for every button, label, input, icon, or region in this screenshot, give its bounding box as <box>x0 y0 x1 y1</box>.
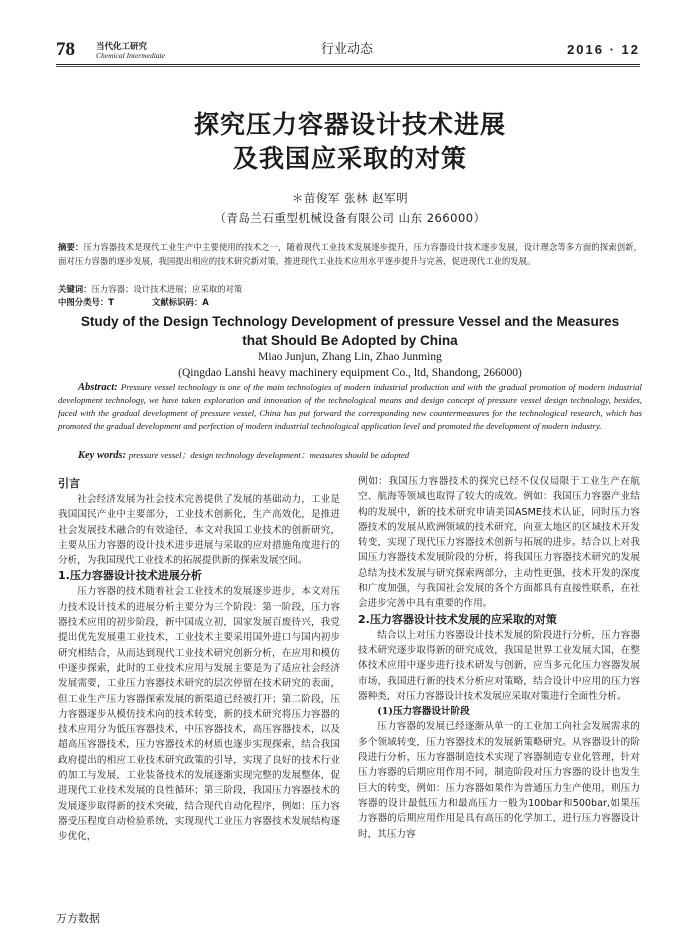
doc-code-value: A <box>202 297 209 307</box>
abstract-en-label: Abstract <box>78 382 115 393</box>
doc-code-label: 文献标识码： <box>151 297 203 307</box>
abstract-cn <box>58 241 642 268</box>
affiliation-cn: （青岛兰石重型机械设备有限公司 山东 266000） <box>214 211 486 225</box>
abstract-cn-label: 摘要： <box>58 242 84 252</box>
header-rule-thin <box>56 66 640 67</box>
subsection-2-1-heading: (1)压力容器设计阶段 <box>377 706 470 718</box>
title-en-line2: that Should Be Adopted by China <box>242 333 458 348</box>
abstract-cn-text: 压力容器技术是现代工业生产中主要使用的技术之一，随着现代工业技术发展逐步提升，压力容器设计技术逐步发展，设计理念等多方面的探索创新，面对压力容器的逐步发展，我国提出相应的技术研究新对策，推进现代工业技术应用水平逐步提升与完善，促进现代工业的发展。 <box>58 242 643 266</box>
title-en <box>56 312 644 350</box>
clc-value: T <box>108 297 114 307</box>
keywords-cn <box>58 283 642 296</box>
body-column-right <box>358 474 640 842</box>
section-name: 行业动态 <box>321 42 374 57</box>
section-1-paragraph: 压力容器的技术随着社会工业技术的发展逐步进步，本文对压力技术设计技术的进展分析主要分为三个阶段：第一阶段，压力容器技术应用的初步阶段，新中国成立初，国家发展百废待兴，我党提出优先发展重工业技术，工业技术主要采用国外进口与国内初步研究相结合，从而达到现代工业技术研究创新分析，在应用和模仿中逐步探索，此时的工业技术应用与发展主要是为了适应社会经济发展需要，工业压力容器技术研究的层次停留在技术研究的表面，但工业生产压力容器探索发展的新渠道已经被打开；第二阶段，压力容器逐步从模仿技术向的技术转变，新的技术研究将压力容器的技术应用分为低压容器技术，中压容器技术，高压容器技术，以及超高压容器技术，压力容器技术的材质也逐步实现探索，结合我国政府提出的相应工业技术研究政策的引导，实现了良好的技术行业的加工与发展，工业装备技术的发展逐渐实现完整的发展整体，促进现代工业技术发展的良性循环；第三阶段，我国压力容器技术的发展逐步取得新的技术突破，结合现代自动化程序，例如：压力容器受压程度自动检验系统，实现现代工业压力容器技术发展结构逐步优化， <box>58 586 340 843</box>
classification-cn <box>58 296 642 309</box>
journal-name-en: Chemical Intermediate <box>96 51 165 60</box>
affiliation-en: (Qingdao Lanshi heavy machinery equipment Co., ltd, Shandong, 266000) <box>178 367 522 379</box>
keywords-en-text: pressure vessel；design technology development；measures should be adopted <box>128 450 410 460</box>
authors-cn: ＊苗俊军 张林 赵军明 <box>291 191 409 205</box>
title-en-line1: Study of the Design Technology Development of pressure Vessel and the Measures <box>80 314 620 329</box>
issue-label: 2016 · 12 <box>567 42 640 57</box>
clc-label: 中图分类号： <box>58 297 109 307</box>
journal-name-cn: 当代化工研究 <box>96 42 148 52</box>
section-1-heading: 1.压力容器设计技术进展分析 <box>58 569 202 583</box>
section-2-paragraph: 结合以上对压力容器设计技术发展的阶段进行分析，压力容器技术研究逐步取得新的研究成效，我国是世界工业发展大国，在整体技术应用中逐步进行技术研发与创新，应当多元化压力容器发展市场，我国进行新的技术分析应对策略，结合设计中应用的压力容器种类，对压力容器设计技术发展应采取对策进行全面性分析。 <box>358 629 640 702</box>
title-cn <box>56 108 644 176</box>
header-rule <box>56 64 640 65</box>
keywords-cn-text: 压力容器；设计技术进展；应采取的对策 <box>91 284 243 294</box>
keywords-cn-label: 关键词： <box>58 284 92 294</box>
body-column-left <box>58 476 340 845</box>
continued-paragraph: 例如：我国压力容器技术的探究已经不仅仅局限于工业生产在航空、航海等领域也取得了较大的成效。例如：我国压力容器产业结构的发展中，新的技术研究申请美国ASME技术认证，同时压力容器技术的发展从欧洲领域的技术研究，向亚太地区的区域技术开发转变，实现了现代压力容器技术创新与拓展的进步。结合以上对我国压力容器技术发展阶段的分析，将我国压力容器技术研究的发展总结为技术发展与研究探索两部分，主动性更强，技术开发的深度和广度加强，与我国社会发展的各个方面都具有直接性联系，在社会进步完善中具有重要的作用。 <box>358 476 640 610</box>
authors-en: Miao Junjun, Zhang Lin, Zhao Junming <box>258 351 442 363</box>
keywords-en: Key words: pressure vessel；design technology development；measures should be adopted <box>78 450 410 461</box>
intro-paragraph: 社会经济发展为社会技术完善提供了发展的基础动力，工业是我国国民产业中主要部分，工业技术创新化，生产高效化，是推进社会发展技术融合的有效途径，本文对我国工业技术的创新研究，主要从压力容器的设计技术进步进展与采取的应对措施角度进行的分析，为我国现代工业技术的拓展提供新的探索发展空间。 <box>58 494 340 567</box>
subsection-2-1-paragraph: 压力容器的发展已经逐渐从单一的工业加工向社会发展需求的多个领域转变，压力容器技术的发展新策略研究。从容器设计的阶段进行分析，压力容器制造技术实现了容器制造专业化管理，针对压力容器的后期应用作用不同，制造阶段对压力容器的设计也发生巨大的转变，例如：压力容器如果作为普通压力生产使用，则压力容器的设计最低压力和最高压力一般为100bar和500bar,如果压力容器的后期应用作用是具有高压的化学加工，进行压力容器设计时，其压力容 <box>358 721 640 840</box>
running-header <box>56 40 640 62</box>
footer-watermark: 万方数据 <box>56 912 100 925</box>
intro-heading: 引言 <box>58 477 80 490</box>
abstract-en-text: Pressure vessel technology is one of the main technologies of modern industrial production and with the gradual promotion of modern industrial development technology, we have taken exploration and innovation of the technological means and design concept of pressure vessel design technology, besides, faced with the gradual development of pressure vessel, China has put forward the corresponding new countermeasures for the technological research, which has promoted the gradual development and perfection of modern industrial technological application level and promoted the development of modern industry. <box>58 382 642 431</box>
page-number: 78 <box>56 39 75 60</box>
title-cn-line1: 探究压力容器设计技术进展 <box>193 110 506 139</box>
title-cn-line2: 及我国应采取的对策 <box>232 144 467 173</box>
abstract-en: Abstract: Pressure vessel technology is one of the main technologies of modern industrial production and with the gradual promotion of modern industrial development technology, we have taken exploration and innovation of the technological means and design concept of pressure vessel design technology, besides, faced with the gradual development of pressure vessel, China has put forward the corresponding new countermeasures for the technological research, which has promoted the gradual development and perfection of modern industrial technological application level and promoted the development of modern industry. <box>58 382 642 431</box>
keywords-en-label: Key words <box>78 450 123 461</box>
section-2-heading: 2.压力容器设计技术发展的应采取的对策 <box>358 612 557 626</box>
